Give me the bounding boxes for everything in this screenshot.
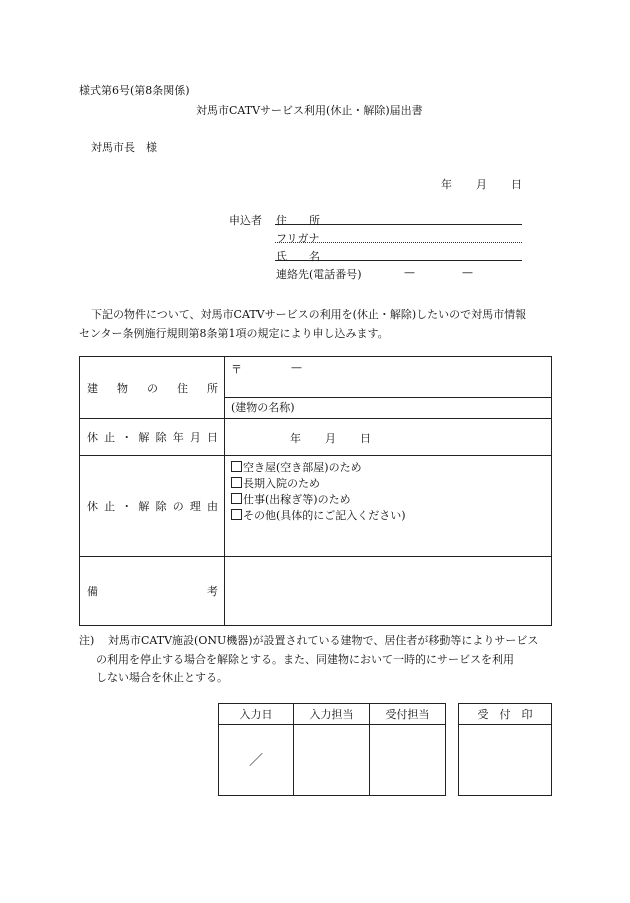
note-line-3: しない場合を休止とする。 [96,671,228,684]
form-number: 様式第6号(第8条関係) [79,84,190,97]
applicant-name-label: 氏 名 [276,250,320,263]
checkbox-icon[interactable] [231,461,242,472]
reason-option-work[interactable]: 仕事(出稼ぎ等)のため [231,492,406,508]
body-text-line-1: 下記の物件について、対馬市CATVサービスの利用を(休止・解除)したいので対馬市情報 [91,308,527,321]
date-year-label: 年 [441,178,452,191]
contact-dash-2: — [462,266,473,279]
input-date-cell[interactable]: ／ [219,725,294,796]
date-cell[interactable] [225,419,552,456]
input-date-header: 入力日 [219,704,294,725]
addressee: 対馬市長 様 [91,141,157,154]
building-name-label: (建物の名称) [231,401,295,414]
applicant-label: 申込者 [229,214,262,227]
date-day-label: 日 [511,178,522,191]
table-day-label: 日 [360,432,371,445]
reception-stamp-cell[interactable] [459,725,552,796]
reception-stamp-header: 受 付 印 [459,704,552,725]
reason-cell [225,456,552,557]
reason-option-vacant[interactable]: 空き屋(空き部屋)のため [231,460,406,476]
date-label: 休止・解除年月日 [80,419,225,456]
date-month-label: 月 [476,178,487,191]
reception-staff-header: 受付担当 [370,704,446,725]
postal-mark: 〒 [231,363,242,376]
checkbox-icon[interactable] [231,493,242,504]
note-mark: 注) [79,634,95,647]
building-address-cell[interactable] [225,357,552,419]
remarks-label: 備考 [80,557,225,626]
reason-label: 休止・解除の理由 [80,456,225,557]
applicant-furigana-line[interactable] [275,242,522,243]
input-staff-header: 入力担当 [294,704,370,725]
table-month-label: 月 [325,432,336,445]
applicant-furigana-label: フリガナ [276,232,320,245]
checkbox-icon[interactable] [231,509,242,520]
remarks-cell[interactable] [225,557,552,626]
checkbox-icon[interactable] [231,477,242,488]
reception-stamp-table [458,703,552,796]
applicant-contact-label: 連絡先(電話番号) [276,268,362,281]
body-text-line-2: センター条例施行規則第8条第1項の規定により申し込みます。 [79,327,389,340]
application-table [79,356,552,626]
applicant-name-line[interactable] [275,260,522,261]
applicant-address-line[interactable] [275,224,522,225]
note-line-1: 対馬市CATV施設(ONU機器)が設置されている建物で、居住者が移動等によりサービス [108,634,539,647]
input-staff-cell[interactable] [294,725,370,796]
building-address-label: 建物の住所 [80,357,225,419]
reception-staff-cell[interactable] [370,725,446,796]
form-title: 対馬市CATVサービス利用(休止・解除)届出書 [196,104,423,117]
postal-dash: — [291,361,302,374]
note-line-2: の利用を停止する場合を解除とする。また、同建物において一時的にサービスを利用 [96,653,514,666]
contact-dash-1: — [404,266,415,279]
table-year-label: 年 [290,432,301,445]
applicant-address-label: 住 所 [276,214,320,227]
reason-option-other[interactable]: その他(具体的にご記入ください) [231,508,406,524]
reason-option-hospital[interactable]: 長期入院のため [231,476,406,492]
